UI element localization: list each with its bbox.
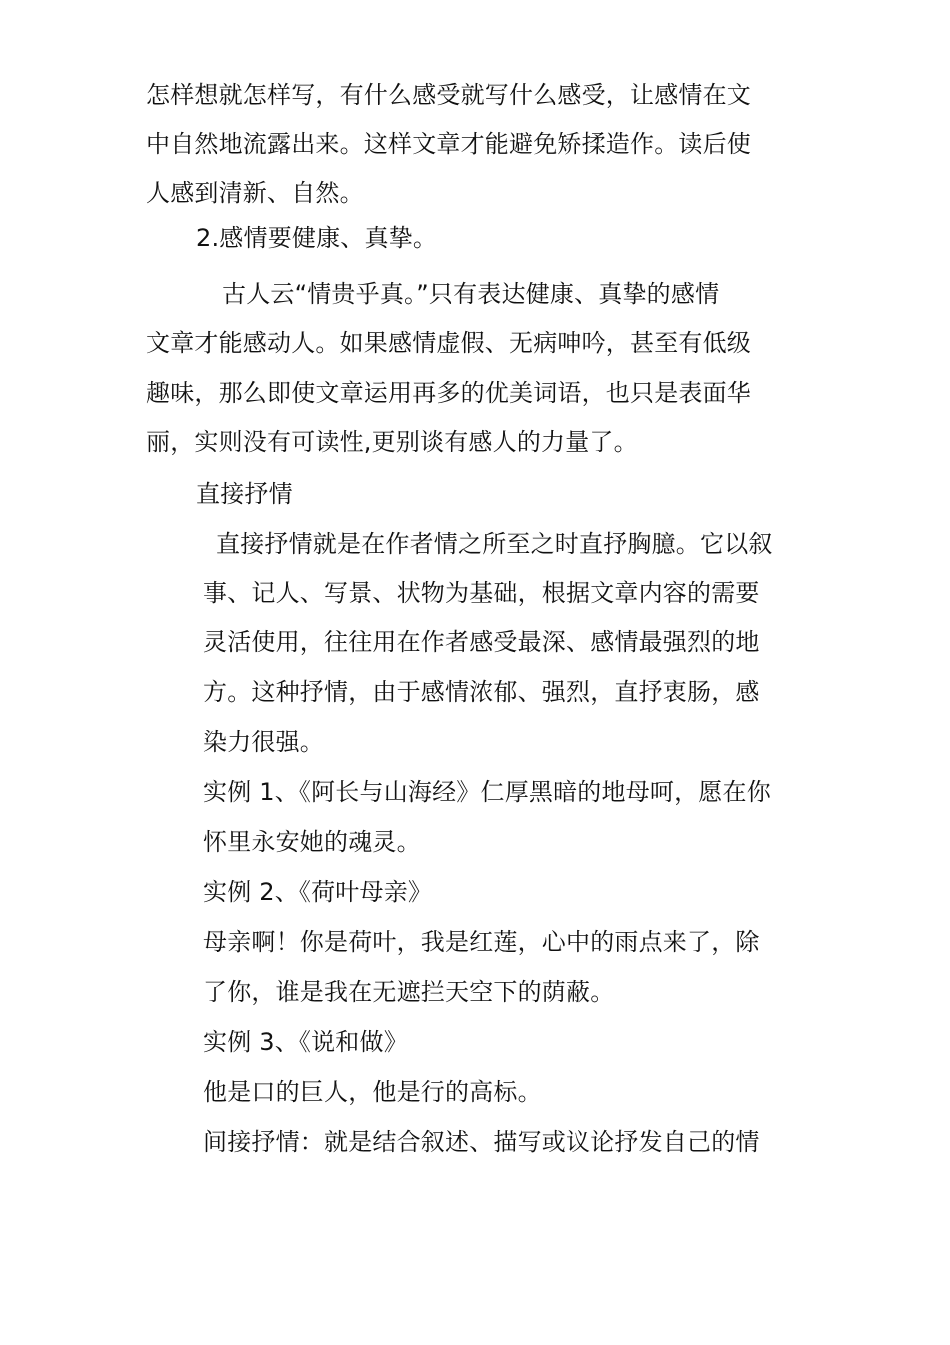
example-line: 实例 2、《荷叶母亲》 [203, 878, 433, 906]
text-line: 方。这种抒情，由于感情浓郁、强烈，直抒衷肠，感 [203, 678, 760, 706]
section-heading: 2.感情要健康、真挚。 [196, 224, 438, 252]
text-line: 了你，谁是我在无遮拦天空下的荫蔽。 [203, 978, 615, 1006]
text-line: 文章才能感动人。如果感情虚假、无病呻吟，甚至有低级 [146, 329, 751, 357]
text-line: 事、记人、写景、状物为基础，根据文章内容的需要 [203, 579, 760, 607]
example-line: 实例 3、《说和做》 [203, 1028, 408, 1056]
text-line: 人感到清新、自然。 [146, 179, 364, 207]
text-line: 染力很强。 [203, 728, 324, 756]
text-line: 间接抒情：就是结合叙述、描写或议论抒发自己的情 [203, 1128, 760, 1156]
text-line: 怀里永安她的魂灵。 [203, 828, 421, 856]
text-line: 母亲啊！你是荷叶，我是红莲，心中的雨点来了，除 [203, 928, 760, 956]
text-line: 趣味，那么即使文章运用再多的优美词语，也只是表面华 [146, 379, 751, 407]
text-line: 他是口的巨人，他是行的高标。 [203, 1078, 542, 1106]
text-line: 怎样想就怎样写，有什么感受就写什么感受，让感情在文 [146, 81, 751, 109]
text-line: 直接抒情就是在作者情之所至之时直抒胸臆。它以叙 [216, 530, 773, 558]
text-line: 中自然地流露出来。这样文章才能避免矫揉造作。读后使 [146, 130, 751, 158]
text-line: 灵活使用，往往用在作者感受最深、感情最强烈的地 [203, 628, 760, 656]
text-line: 丽，实则没有可读性,更别谈有感人的力量了。 [146, 428, 638, 456]
section-heading: 直接抒情 [196, 480, 293, 508]
text-line: 古人云“情贵乎真。”只有表达健康、真挚的感情 [222, 280, 720, 308]
example-line: 实例 1、《阿长与山海经》仁厚黑暗的地母呵，愿在你 [203, 778, 771, 806]
